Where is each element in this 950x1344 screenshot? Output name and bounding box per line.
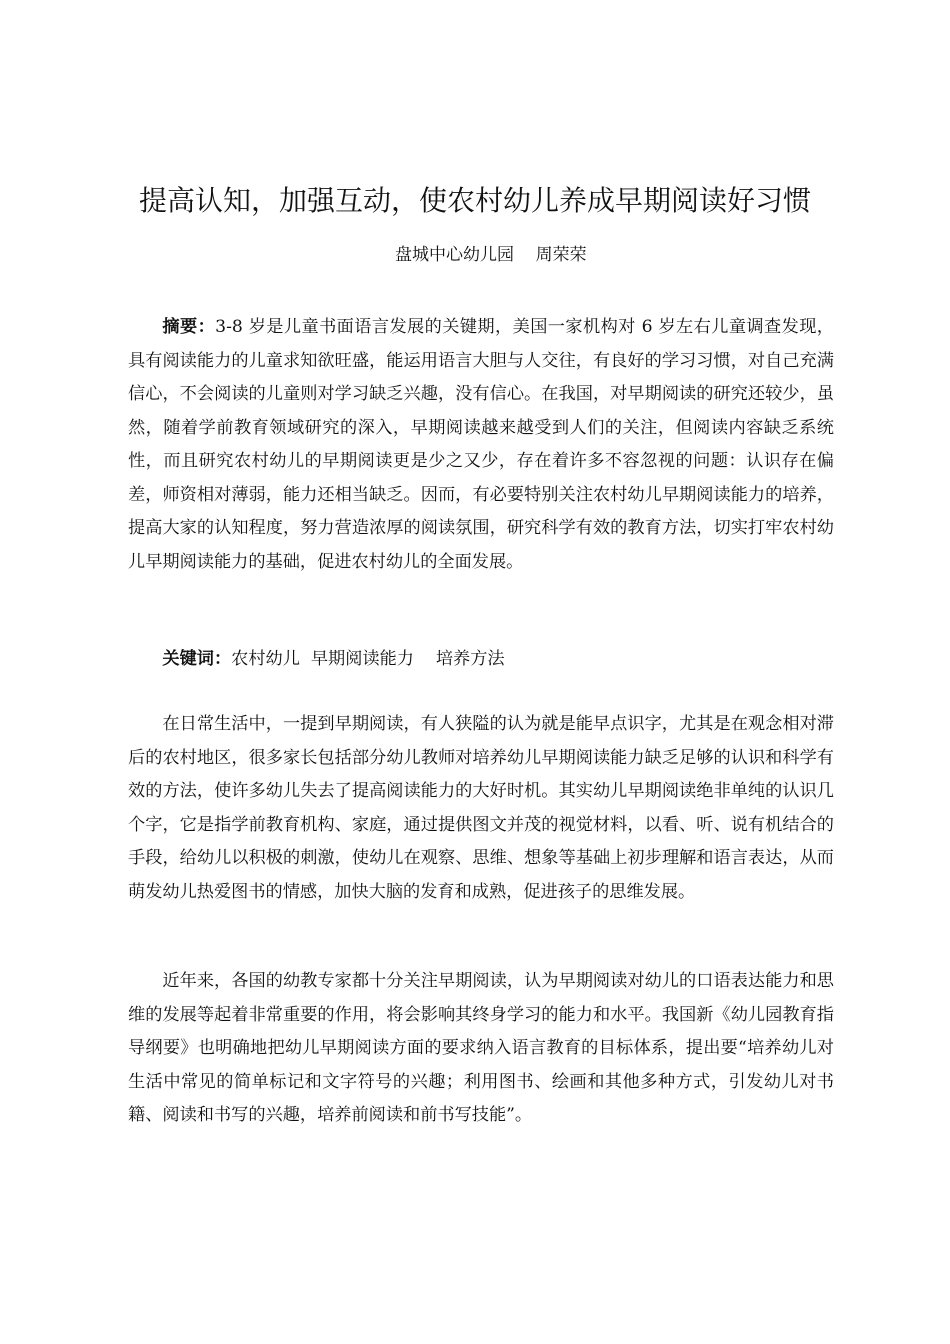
body-paragraph-1: 在日常生活中，一提到早期阅读，有人狭隘的认为就是能早点识字，尤其是在观念相对滞后的农村地区，很多家长包括部分幼儿教师对培养幼儿早期阅读能力缺乏足够的认识和科学有效的方法，使许多幼儿失去了提高阅读能力的大好时机。其实幼儿早期阅读绝非单纯的认识几个字，它是指学前教育机构、家庭，通过提供图文并茂的视觉材料，以看、听、说有机结合的手段，给幼儿以积极的刺激，使幼儿在观察、思维、想象等基础上初步理解和语言表达，从而萌发幼儿热爱图书的情感，加快大脑的发育和成熟，促进孩子的思维发展。 bbox=[128, 714, 834, 902]
keywords-label: 关键词： bbox=[162, 649, 232, 669]
document-title: 提高认知，加强互动，使农村幼儿养成早期阅读好习惯 bbox=[138, 184, 811, 217]
abstract-label: 摘要： bbox=[162, 317, 216, 337]
abstract-paragraph bbox=[128, 311, 834, 579]
keywords-line bbox=[128, 643, 834, 677]
keywords-text: 农村幼儿 早期阅读能力 培养方法 bbox=[231, 649, 505, 669]
author-line: 盘城中心幼儿园 周荣荣 bbox=[395, 245, 587, 265]
body-paragraph-2: 近年来，各国的幼教专家都十分关注早期阅读，认为早期阅读对幼儿的口语表达能力和思维的发展等起着非常重要的作用，将会影响其终身学习的能力和水平。我国新《幼儿园教育指导纲要》也明确地把幼儿早期阅读方面的要求纳入语言教育的目标体系，提出要“培养幼儿对生活中常见的简单标记和文字符号的兴趣；利用图书、绘画和其他多种方式，引发幼儿对书籍、阅读和书写的兴趣，培养前阅读和前书写技能”。 bbox=[128, 971, 834, 1125]
abstract-text: 3-8 岁是儿童书面语言发展的关键期，美国一家机构对 6 岁左右儿童调查发现，具有阅读能力的儿童求知欲旺盛，能运用语言大胆与人交往，有良好的学习习惯，对自己充满信心，不会阅读的儿童则对学习缺乏兴趣，没有信心。在我国，对早期阅读的研究还较少，虽然，随着学前教育领域研究的深入，早期阅读越来越受到人们的关注，但阅读内容缺乏系统性，而且研究农村幼儿的早期阅读更是少之又少，存在着许多不容忽视的问题：认识存在偏差，师资相对薄弱，能力还相当缺乏。因而，有必要特别关注农村幼儿早期阅读能力的培养，提高大家的认知程度，努力营造浓厚的阅读氛围，研究科学有效的教育方法，切实打牢农村幼儿早期阅读能力的基础，促进农村幼儿的全面发展。 bbox=[128, 317, 834, 572]
